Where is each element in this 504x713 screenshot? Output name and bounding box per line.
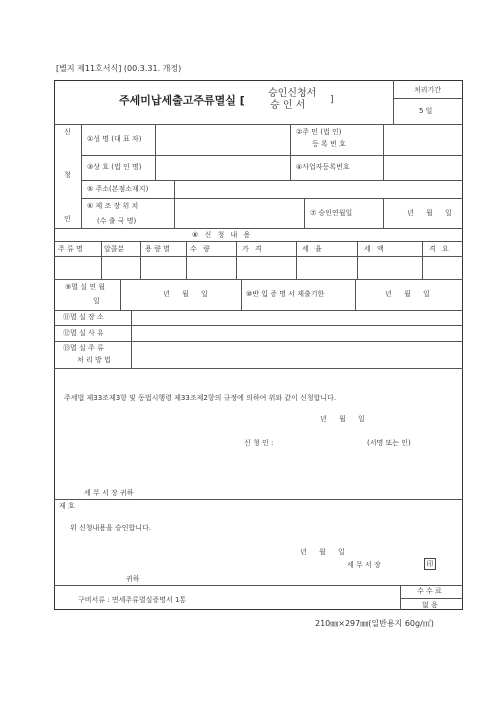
- field-factory-label-a: ⑥ 제 조 장 위 치: [87, 202, 139, 210]
- row13-label-b: 처 리 방 법: [77, 356, 111, 364]
- row11-label: ⑪멸 실 장 소: [63, 313, 104, 321]
- field-company-label: ③상 호 (법 인 명): [87, 163, 142, 171]
- approval-officer: 세 무 서 장: [347, 561, 381, 569]
- approval-number: 제 호: [59, 502, 75, 510]
- applicant-signature-label: 신 청 인 :: [244, 439, 274, 447]
- processing-period-value: 5 일: [419, 107, 433, 115]
- row10-date: 년 월 일: [385, 290, 435, 298]
- applicant-label-3: 인: [64, 215, 71, 223]
- seal-mark: 印: [424, 558, 436, 570]
- field-biz-reg-label: ④사업자등록번호: [296, 163, 350, 171]
- applicant-label-1: 신: [64, 128, 71, 136]
- paper-spec: 210㎜×297㎜(일반용지 60g/㎡): [315, 619, 434, 628]
- approval-date: 년 월 일: [300, 548, 350, 556]
- field-approval-date-label: ⑦ 승인연월일: [310, 209, 353, 217]
- th-quantity: 수 량: [190, 245, 212, 253]
- addressee: 세 무 서 장 귀하: [84, 489, 134, 497]
- approval-statement: 위 신청내용을 승인합니다.: [70, 524, 152, 532]
- row9-date: 년 월 일: [163, 290, 213, 298]
- field-resident-no-label-b: 등 록 번 호: [312, 140, 346, 148]
- processing-period-label: 처리기간: [414, 86, 442, 94]
- fee-label: 수 수 료: [417, 587, 442, 595]
- row9-label-b: 일: [93, 297, 100, 305]
- field-name-label: ①성 명 (대 표 자): [87, 135, 142, 143]
- th-tax-rate: 세 율: [302, 245, 324, 253]
- th-price: 가 격: [242, 245, 264, 253]
- field-approval-date-value: 년 월 일: [407, 209, 457, 217]
- row13-label-a: ⑬멸 실 주 류: [63, 344, 104, 352]
- row10-label: ⑩반 입 증 명 서 제출기한: [246, 290, 325, 298]
- row9-label-a: ⑨멸 실 연 월: [65, 283, 105, 291]
- field-resident-no-label-a: ②주 민 (법 인): [296, 128, 342, 136]
- th-remarks: 격 요: [429, 245, 451, 253]
- approval-addressee: 귀하: [126, 575, 140, 583]
- application-section-title: ⑧ 신 청 내 용: [192, 231, 253, 239]
- applicant-label-2: 청: [64, 171, 71, 179]
- field-address-label: ⑤ 주소(본점소재지): [87, 185, 149, 193]
- title-main: 주세미납세출고주류멸실 [: [119, 94, 245, 107]
- th-tax-amount: 세 액: [364, 245, 386, 253]
- attachment-label: 구비서류 : 면세주류멸실증명서 1통: [78, 596, 187, 604]
- th-volume: 용 량 별: [145, 245, 170, 253]
- row12-label: ⑫멸 실 사 유: [63, 329, 104, 337]
- title-option-approval: 승 인 서: [270, 100, 306, 111]
- declaration-date: 년 월 일: [320, 415, 370, 423]
- signature-hint: (서명 또는 인): [367, 439, 411, 447]
- title-option-application: 승인신청서: [268, 88, 317, 99]
- title-close-bracket: ]: [330, 95, 334, 105]
- th-liquor-name: 주 류 명: [58, 245, 83, 253]
- fee-value: 없 음: [422, 601, 438, 609]
- th-alcohol: 알콜분: [104, 245, 125, 253]
- field-factory-label-b: (수 출 국 명): [97, 217, 137, 225]
- form-header: [별지 제11호서식] (00.3.31. 개정): [56, 64, 182, 73]
- declaration-text: 주세법 제33조제3항 및 동법시행령 제33조제2항의 규정에 의하여 위와 같이 신청합니다.: [64, 394, 337, 402]
